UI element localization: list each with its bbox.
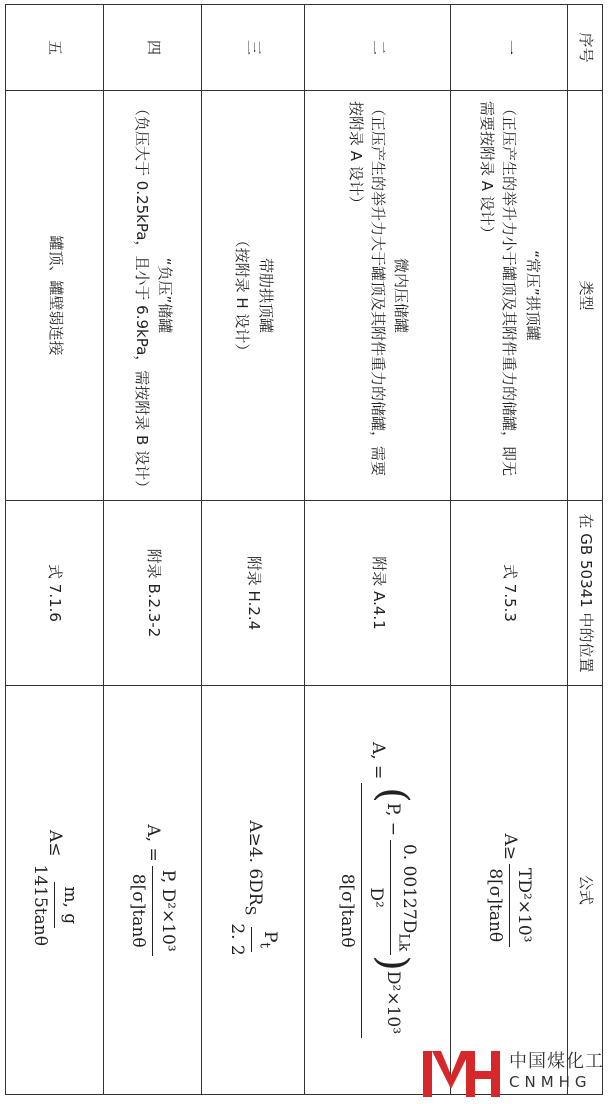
formula-cell <box>305 686 451 1095</box>
table-row <box>6 5 104 1095</box>
row-number: 五 <box>6 5 104 91</box>
formula-denominator: 8[σ]tanθ <box>484 868 505 943</box>
formula-numerator <box>361 783 422 1038</box>
type-desc: （正压产生的举升力大于罐顶及其附件重力的储罐，需要按附录 A 设计） <box>346 101 387 477</box>
type-desc: （按附录 H 设计） <box>233 232 252 359</box>
brand-logo <box>421 1045 609 1101</box>
type-title: “常压”拱顶罐 <box>523 250 542 341</box>
formula-denominator: 8[σ]tanθ <box>128 873 149 948</box>
formula-lhs: A≥4. $6DR_S$ <box>241 820 266 916</box>
formula-fraction <box>126 866 180 956</box>
formula-fraction <box>27 861 81 950</box>
formula-fraction <box>482 864 536 946</box>
formula-numerator: m, g <box>54 882 82 928</box>
formula-denominator: 2. 2 <box>227 923 248 956</box>
header-formula: 公式 <box>568 686 603 1095</box>
type-title: 微内压储罐 <box>392 257 411 333</box>
brand-mark-icon <box>421 1045 503 1101</box>
inner-numerator: 0. $00127D_{Lk}$ <box>390 840 421 955</box>
header-location: 在 GB 50341 中的位置 <box>568 501 603 686</box>
header-type: 类型 <box>568 91 603 501</box>
formula-lhs: A≤ <box>44 830 65 857</box>
formula-fraction <box>334 783 421 1038</box>
type-cell <box>451 91 568 501</box>
formula-cell <box>202 686 305 1095</box>
formula-fraction <box>224 919 282 959</box>
table-row <box>305 5 451 1095</box>
location-cell: 式 7.1.6 <box>6 501 104 686</box>
formula-table <box>5 4 603 1095</box>
location-cell: 式 7.5.3 <box>451 501 568 686</box>
type-cell <box>305 91 451 501</box>
formula-lhs: A≥ <box>499 833 520 861</box>
table-row <box>202 5 305 1095</box>
brand-name-en: CNMHG <box>509 1073 592 1091</box>
formula-numerator: $P_t$ <box>251 927 282 952</box>
formula-denominator: 1415tanθ <box>30 864 51 946</box>
header-no: 序号 <box>568 5 603 91</box>
formula-lhs: A, = <box>143 824 163 862</box>
type-desc: （正压产生的举升力小于罐顶及其附件重力的储罐，即无需要按附录 A 设计） <box>478 101 519 477</box>
formula-cell <box>104 686 202 1095</box>
location-cell: 附录 B.2.3-2 <box>104 501 202 686</box>
formula-denominator: 8[σ]tanθ <box>336 873 357 948</box>
formula-tail: D²×10³ <box>382 970 403 1035</box>
formula-numerator: P, D²×10³ <box>152 866 180 956</box>
inner-term: P, − <box>382 802 403 836</box>
header-row <box>568 5 603 1095</box>
type-cell <box>6 91 104 501</box>
type-title: 罐顶、罐壁弱连接 <box>47 235 66 356</box>
type-cell <box>202 91 305 501</box>
formula-lhs: A, = <box>368 741 389 780</box>
type-cell <box>104 91 202 501</box>
brand-name-cn: 中国煤化工 <box>509 1051 604 1072</box>
row-number: 二 <box>305 5 451 91</box>
row-number: 三 <box>202 5 305 91</box>
row-number: 一 <box>451 5 568 91</box>
type-title: 带肋拱顶罐 <box>256 257 275 333</box>
type-title: “负压”储罐 <box>156 257 175 334</box>
inner-fraction <box>364 840 422 955</box>
location-cell: 附录 H.2.4 <box>202 501 305 686</box>
formula-numerator: TD²×10³ <box>509 864 537 946</box>
location-cell: 附录 A.4.1 <box>305 501 451 686</box>
table-row <box>451 5 568 1095</box>
formula-cell <box>451 686 568 1095</box>
row-number: 四 <box>104 5 202 91</box>
formula-cell <box>6 686 104 1095</box>
type-desc: （负压大于 0.25kPa，且小于 6.9kPa，需按附录 B 设计） <box>132 101 151 496</box>
close-paren: ) <box>369 955 416 971</box>
open-paren: ( <box>369 787 416 803</box>
inner-denominator: D² <box>366 887 387 908</box>
table-row <box>104 5 202 1095</box>
